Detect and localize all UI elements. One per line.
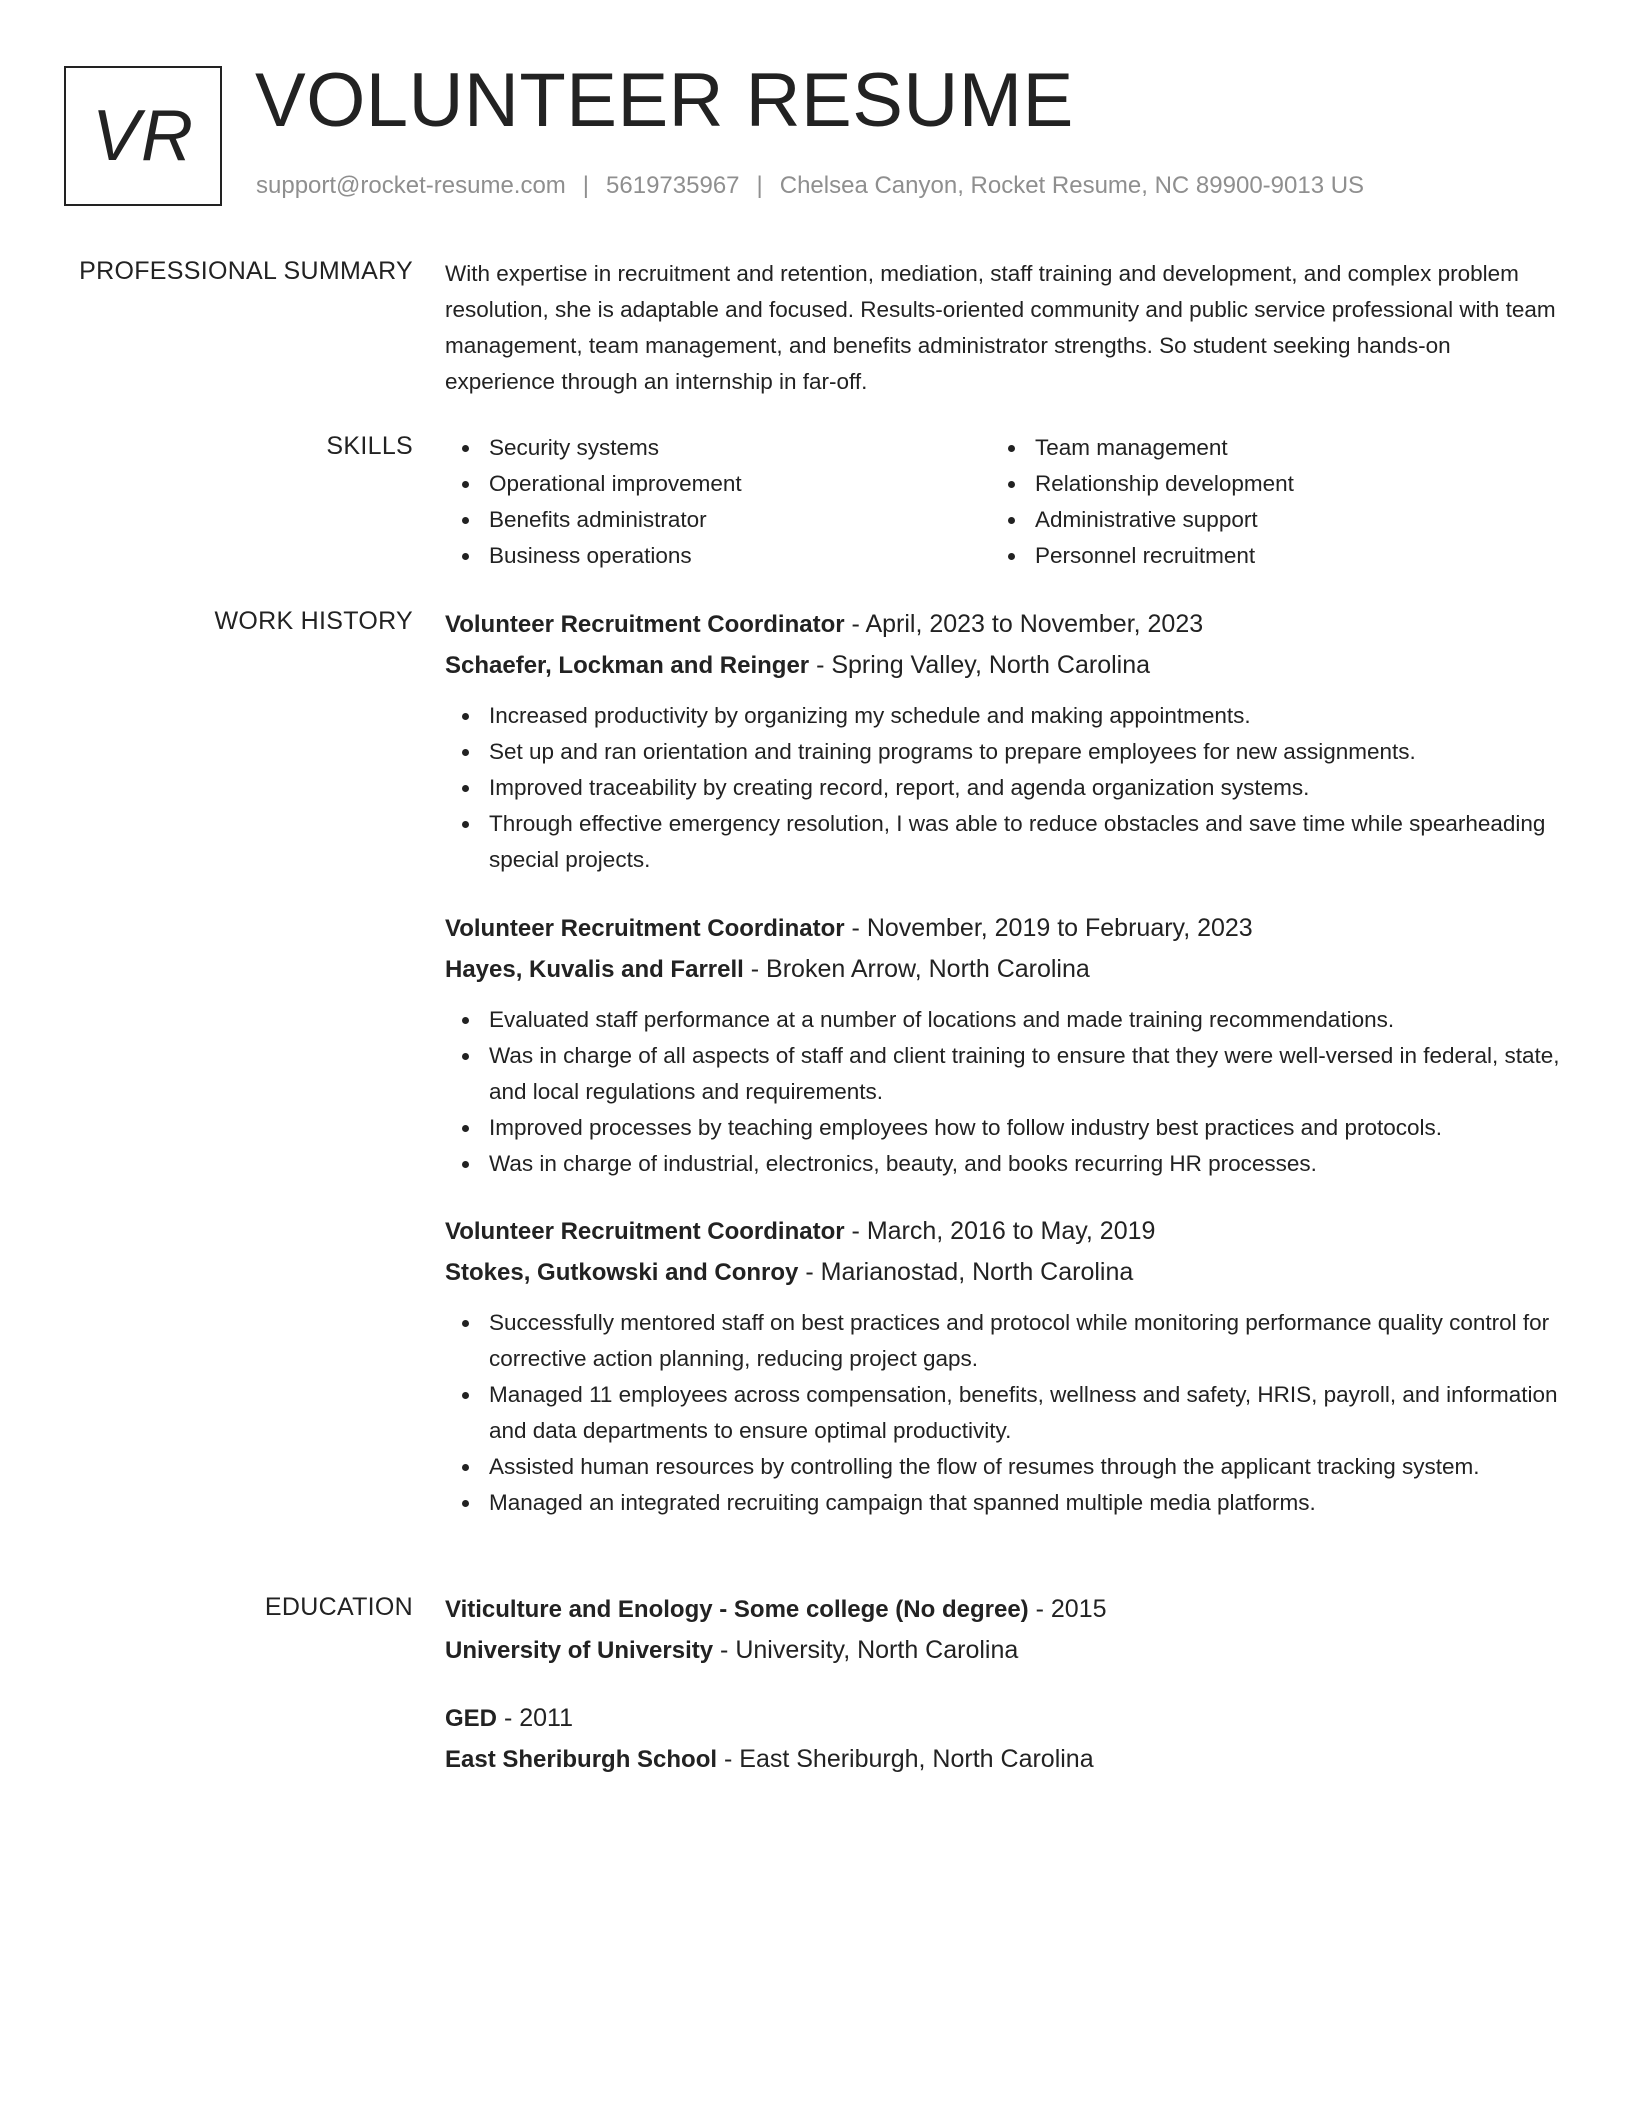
job-title: Volunteer Recruitment Coordinator	[445, 915, 845, 942]
skill-item: Security systems	[445, 430, 991, 466]
job-company: Stokes, Gutkowski and Conroy	[445, 1259, 799, 1286]
job-bullet: Was in charge of industrial, electronics, beauty, and books recurring HR processes.	[445, 1146, 1565, 1182]
job-dates: - November, 2019 to February, 2023	[851, 914, 1253, 942]
job-title-line	[445, 908, 1565, 949]
education-entry	[445, 1589, 1565, 1671]
education-location: - University, North Carolina	[720, 1636, 1019, 1664]
job-bullet: Evaluated staff performance at a number of locations and made training recommendations.	[445, 1002, 1565, 1038]
education-entry	[445, 1698, 1565, 1780]
job-title-line	[445, 604, 1565, 645]
education-location: - East Sheriburgh, North Carolina	[724, 1745, 1094, 1773]
job-location: - Marianostad, North Carolina	[805, 1258, 1134, 1286]
contact-separator: |	[582, 172, 590, 199]
education-degree: GED	[445, 1705, 498, 1732]
job-dates: - April, 2023 to November, 2023	[851, 610, 1204, 638]
job-location: - Spring Valley, North Carolina	[816, 651, 1151, 679]
job-location: - Broken Arrow, North Carolina	[750, 955, 1090, 983]
education-degree-line	[445, 1589, 1565, 1630]
job-company-line	[445, 949, 1565, 990]
monogram-logo: VR	[64, 66, 222, 206]
skill-item: Personnel recruitment	[991, 538, 1537, 574]
job-bullets	[445, 1305, 1565, 1521]
resume-name: VOLUNTEER RESUME	[255, 58, 1074, 143]
job-bullet: Through effective emergency resolution, I was able to reduce obstacles and save time while spearheading special projects.	[445, 806, 1565, 878]
job-dates: - March, 2016 to May, 2019	[851, 1217, 1156, 1245]
skill-item: Team management	[991, 430, 1537, 466]
contact-phone: 5619735967	[606, 172, 740, 199]
education-degree-line	[445, 1698, 1565, 1739]
skills-heading: SKILLS	[326, 432, 413, 460]
job-title: Volunteer Recruitment Coordinator	[445, 611, 845, 638]
education-year: - 2015	[1035, 1595, 1107, 1623]
education-school: University of University	[445, 1637, 714, 1664]
summary-section	[445, 256, 1565, 400]
job-bullet: Managed an integrated recruiting campaign that spanned multiple media platforms.	[445, 1485, 1565, 1521]
job-bullet: Assisted human resources by controlling the flow of resumes through the applicant tracking system.	[445, 1449, 1565, 1485]
skill-item: Business operations	[445, 538, 991, 574]
job-bullets	[445, 1002, 1565, 1182]
education-year: - 2011	[503, 1704, 573, 1732]
skills-section	[445, 430, 1565, 574]
job-bullet: Improved processes by teaching employees how to follow industry best practices and protocols.	[445, 1110, 1565, 1146]
job-bullet: Increased productivity by organizing my schedule and making appointments.	[445, 698, 1565, 734]
education-heading: EDUCATION	[264, 1593, 413, 1621]
job-company: Hayes, Kuvalis and Farrell	[445, 956, 744, 983]
skills-list-left	[445, 430, 991, 574]
job-company: Schaefer, Lockman and Reinger	[445, 652, 810, 679]
education-degree: Viticulture and Enology - Some college (No degree)	[445, 1596, 1029, 1623]
contact-line	[256, 172, 1364, 200]
skills-list-right	[991, 430, 1537, 574]
contact-separator: |	[756, 172, 763, 199]
job-bullet: Successfully mentored staff on best practices and protocol while monitoring performance quality control for corrective action planning, reducing project gaps.	[445, 1305, 1565, 1377]
job-entry	[445, 908, 1565, 1182]
job-title-line	[445, 1211, 1565, 1252]
job-entry	[445, 604, 1565, 878]
job-bullet: Managed 11 employees across compensation, benefits, wellness and safety, HRIS, payroll, and information and data departments to ensure optimal productivity.	[445, 1377, 1565, 1449]
job-bullet: Set up and ran orientation and training programs to prepare employees for new assignments.	[445, 734, 1565, 770]
skill-item: Relationship development	[991, 466, 1537, 502]
education-school: East Sheriburgh School	[445, 1746, 718, 1773]
skill-item: Operational improvement	[445, 466, 991, 502]
job-entry	[445, 1211, 1565, 1521]
work-history-heading: WORK HISTORY	[214, 607, 413, 635]
skill-item: Administrative support	[991, 502, 1537, 538]
job-title: Volunteer Recruitment Coordinator	[445, 1218, 845, 1245]
summary-text: With expertise in recruitment and retention, mediation, staff training and development, and complex problem resolution, she is adaptable and focused. Results-oriented community and public service professional with team management, team management, and benefits administrator strengths. So student seeking hands-on experience through an internship in far-off.	[445, 261, 1556, 394]
job-company-line	[445, 1252, 1565, 1293]
contact-email: support@rocket-resume.com	[256, 172, 566, 199]
contact-address: Chelsea Canyon, Rocket Resume, NC 89900-9013 US	[779, 172, 1365, 199]
job-bullets	[445, 698, 1565, 878]
job-company-line	[445, 645, 1565, 686]
job-bullet: Was in charge of all aspects of staff and client training to ensure that they were well-versed in federal, state, and local regulations and requirements.	[445, 1038, 1565, 1110]
job-bullet: Improved traceability by creating record, report, and agenda organization systems.	[445, 770, 1565, 806]
education-school-line	[445, 1739, 1565, 1780]
summary-heading: PROFESSIONAL SUMMARY	[79, 257, 413, 285]
education-school-line	[445, 1630, 1565, 1671]
skill-item: Benefits administrator	[445, 502, 991, 538]
